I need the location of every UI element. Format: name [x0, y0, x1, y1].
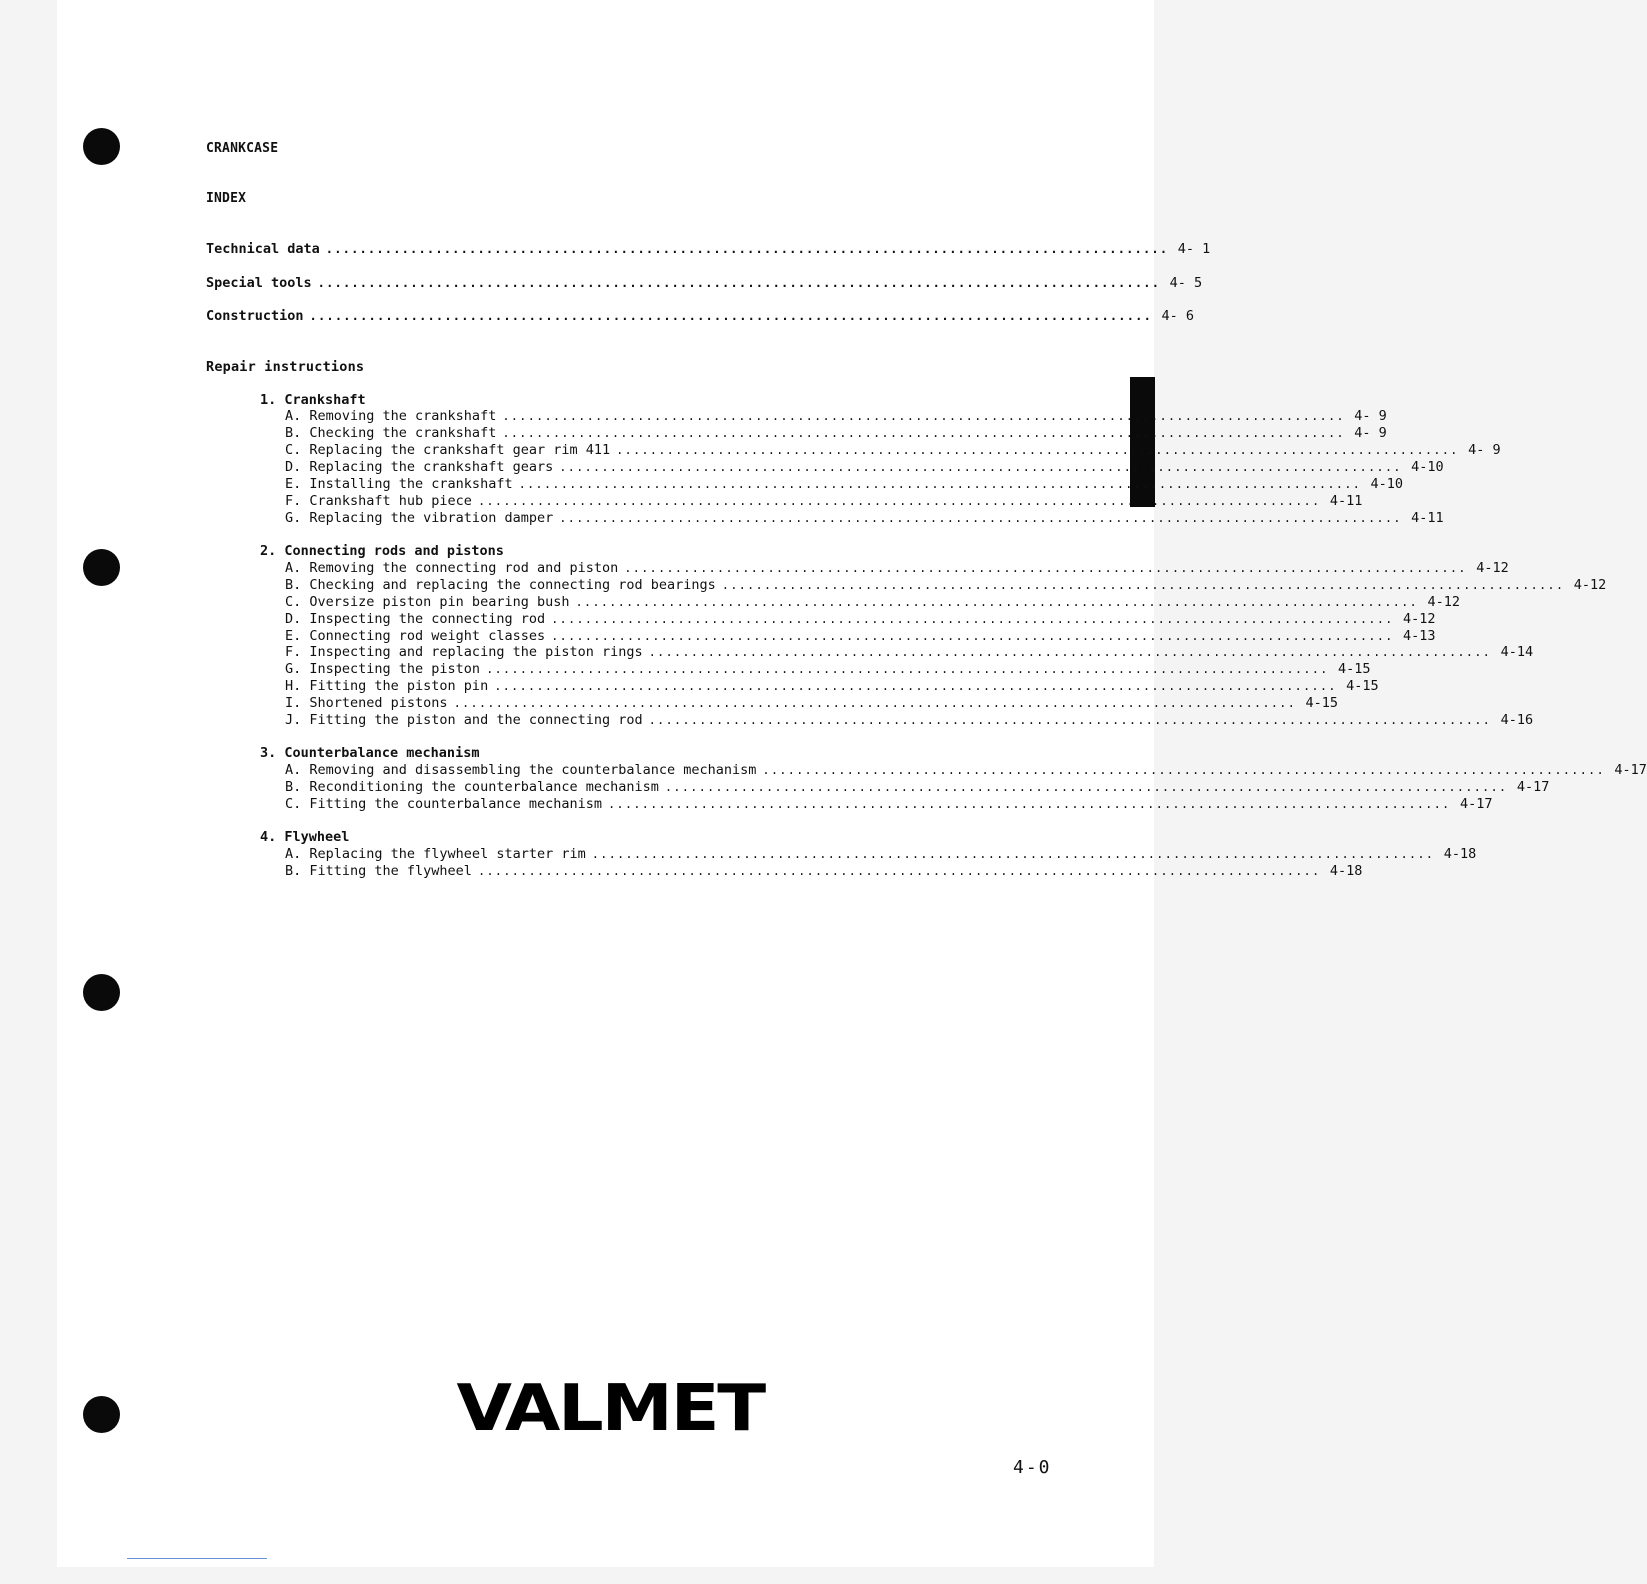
entry-page: 4-15 [1305, 695, 1339, 711]
subsection-title: 4. Flywheel [260, 829, 350, 845]
index-entry [285, 678, 1379, 695]
index-entry [285, 408, 1387, 425]
dot-leader: .................................................................................................... [309, 309, 1153, 323]
entry-label: I. Shortened pistons [285, 695, 448, 711]
entry-label: B. Checking and replacing the connecting rod bearings [285, 577, 716, 593]
index-entry [285, 762, 1647, 779]
dot-leader: .................................................................................................... [648, 645, 1492, 659]
dot-leader: .................................................................................................... [624, 561, 1467, 575]
entry-label: Construction [206, 308, 304, 324]
index-entry [285, 863, 1363, 880]
entry-page: 4-14 [1500, 644, 1534, 660]
index-entry [285, 560, 1509, 577]
dot-leader: .................................................................................................... [502, 426, 1345, 440]
scan-edge-line [127, 1558, 267, 1559]
entry-label: B. Fitting the flywheel [285, 863, 472, 879]
entry-label: F. Crankshaft hub piece [285, 493, 472, 509]
section-title: CRANKCASE [206, 141, 279, 156]
entry-page: 4-12 [1573, 577, 1607, 593]
dot-leader: .................................................................................................... [317, 276, 1161, 290]
entry-page: 4-15 [1338, 661, 1371, 677]
entry-page: 4-11 [1329, 493, 1363, 509]
dot-leader: .................................................................................................... [477, 494, 1321, 508]
entry-label: C. Replacing the crankshaft gear rim 411 [285, 442, 611, 458]
entry-label: E. Installing the crankshaft [285, 476, 513, 492]
index-entry [285, 628, 1436, 645]
entry-page: 4- 9 [1354, 425, 1387, 441]
entry-page: 4-12 [1427, 594, 1460, 610]
index-entry [285, 695, 1339, 712]
index-entry [285, 594, 1460, 611]
index-entry [206, 308, 1195, 325]
entry-page: 4- 5 [1169, 275, 1203, 291]
dot-leader: .................................................................................................... [477, 864, 1321, 878]
entry-label: Special tools [206, 275, 312, 291]
index-entry [206, 275, 1203, 292]
entry-label: F. Inspecting and replacing the piston rings [285, 644, 643, 660]
dot-leader: .................................................................................................... [559, 511, 1402, 525]
subsection-title: 2. Connecting rods and pistons [260, 543, 504, 559]
dot-leader: .................................................................................................... [551, 612, 1394, 626]
subsection-title: 1. Crankshaft [260, 392, 366, 408]
dot-leader: .................................................................................................... [518, 477, 1362, 491]
entry-label: G. Replacing the vibration damper [285, 510, 554, 526]
entry-label: H. Fitting the piston pin [285, 678, 489, 694]
dot-leader: .................................................................................................... [762, 763, 1605, 777]
index-title: INDEX [206, 191, 247, 206]
entry-page: 4-17 [1459, 796, 1493, 812]
entry-label: A. Removing and disassembling the counterbalance mechanism [285, 762, 757, 778]
entry-page: 4-17 [1614, 762, 1647, 778]
entry-page: 4-17 [1516, 779, 1550, 795]
dot-leader: .................................................................................................... [559, 460, 1402, 474]
entry-label: B. Checking the crankshaft [285, 425, 497, 441]
entry-page: 4-18 [1443, 846, 1477, 862]
dot-leader: .................................................................................................... [721, 578, 1565, 592]
entry-page: 4-10 [1411, 459, 1444, 475]
entry-label: A. Replacing the flywheel starter rim [285, 846, 586, 862]
entry-label: Technical data [206, 241, 320, 257]
entry-label: D. Inspecting the connecting rod [285, 611, 546, 627]
index-entry [285, 846, 1477, 863]
entry-label: D. Replacing the crankshaft gears [285, 459, 554, 475]
valmet-logo: VALMET [456, 1372, 764, 1446]
index-entry [285, 493, 1363, 510]
index-entry [285, 459, 1444, 476]
index-entry [285, 712, 1534, 729]
entry-label: C. Fitting the counterbalance mechanism [285, 796, 602, 812]
entry-label: C. Oversize piston pin bearing bush [285, 594, 570, 610]
entry-label: A. Removing the connecting rod and piston [285, 560, 619, 576]
subsection-title: 3. Counterbalance mechanism [260, 745, 480, 761]
entry-page: 4-13 [1403, 628, 1436, 644]
punch-hole [83, 128, 120, 165]
index-entry [285, 661, 1371, 678]
entry-page: 4-15 [1346, 678, 1379, 694]
entry-label: J. Fitting the piston and the connecting rod [285, 712, 643, 728]
entry-label: A. Removing the crankshaft [285, 408, 497, 424]
entry-page: 4- 1 [1177, 241, 1211, 257]
entry-page: 4- 6 [1161, 308, 1195, 324]
punch-hole [83, 974, 120, 1011]
entry-label: B. Reconditioning the counterbalance mechanism [285, 779, 659, 795]
index-entry [285, 577, 1607, 594]
index-entry [285, 644, 1534, 661]
index-entry [285, 796, 1493, 813]
dot-leader: .................................................................................................... [591, 847, 1435, 861]
dot-leader: .................................................................................................... [607, 797, 1451, 811]
entry-page: 4-10 [1370, 476, 1404, 492]
dot-leader: .................................................................................................... [664, 780, 1508, 794]
dot-leader: .................................................................................................... [648, 713, 1492, 727]
entry-page: 4- 9 [1468, 442, 1501, 458]
dot-leader: .................................................................................................... [486, 662, 1329, 676]
index-entry [285, 510, 1444, 527]
dot-leader: .................................................................................................... [494, 679, 1337, 693]
entry-page: 4-12 [1476, 560, 1509, 576]
page-number: 4-0 [1013, 1457, 1052, 1478]
dot-leader: .................................................................................................... [502, 409, 1345, 423]
entry-page: 4-11 [1411, 510, 1444, 526]
index-entry [285, 611, 1436, 628]
entry-label: G. Inspecting the piston [285, 661, 481, 677]
dot-leader: .................................................................................................... [325, 242, 1169, 256]
index-entry [206, 241, 1211, 258]
entry-page: 4- 9 [1354, 408, 1387, 424]
index-entry [285, 442, 1501, 459]
punch-hole [83, 1396, 120, 1433]
index-entry [285, 476, 1404, 493]
index-entry [285, 425, 1387, 442]
dot-leader: .................................................................................................... [551, 629, 1394, 643]
entry-page: 4-12 [1403, 611, 1436, 627]
dot-leader: .................................................................................................... [616, 443, 1459, 457]
punch-hole [83, 549, 120, 586]
index-entry [285, 779, 1550, 796]
entry-label: E. Connecting rod weight classes [285, 628, 546, 644]
entry-page: 4-18 [1329, 863, 1363, 879]
entry-page: 4-16 [1500, 712, 1534, 728]
dot-leader: .................................................................................................... [453, 696, 1297, 710]
dot-leader: .................................................................................................... [575, 595, 1418, 609]
repair-heading: Repair instructions [206, 359, 365, 375]
